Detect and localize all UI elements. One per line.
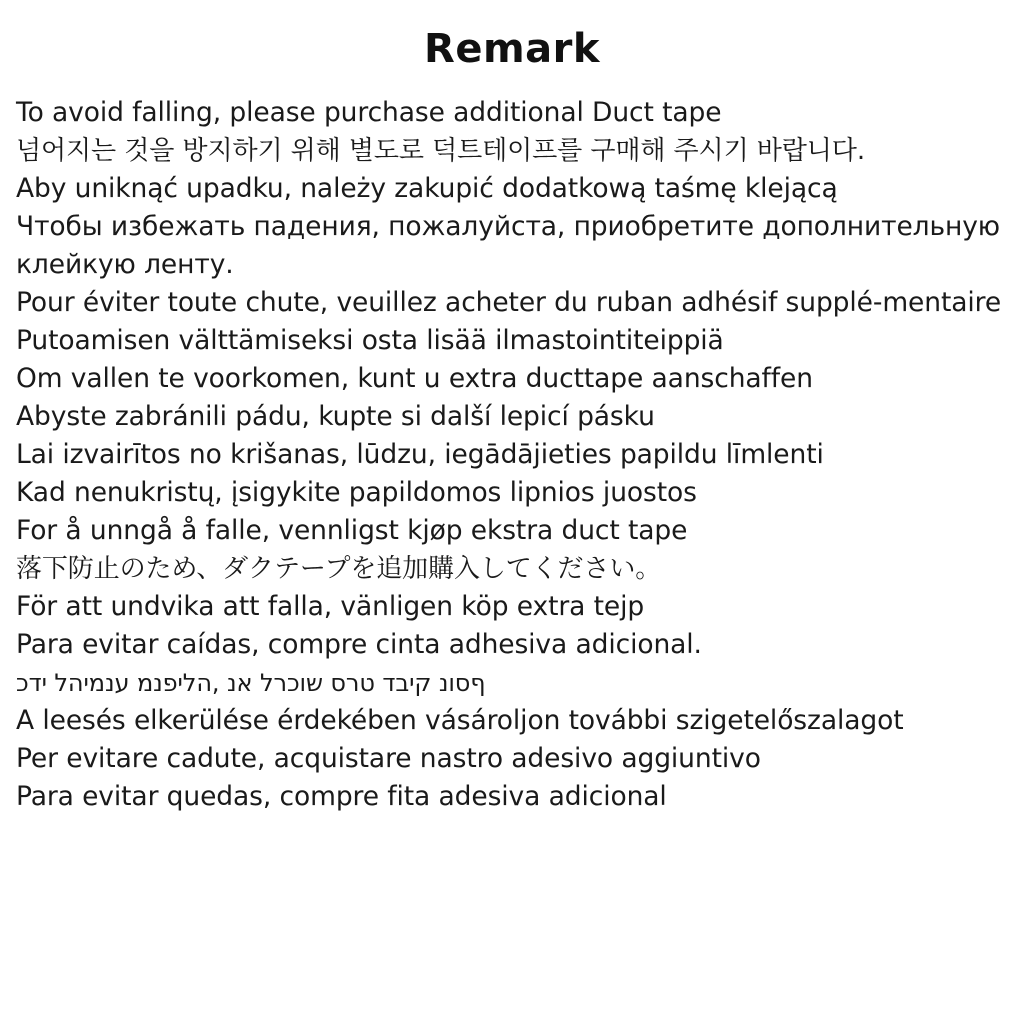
list-item: Para evitar caídas, compre cinta adhesiva adicional.: [16, 629, 702, 660]
list-item: Para evitar quedas, compre fita adesiva adicional: [16, 781, 667, 812]
list-item: Abyste zabránili pádu, kupte si další lepicí pásku: [16, 401, 655, 432]
list-item: Kad nenukristų, įsigykite papildomos lipnios juostos: [16, 477, 697, 508]
list-item: Aby uniknąć upadku, należy zakupić dodatkową taśmę klejącą: [16, 173, 838, 204]
list-item: Putoamisen välttämiseksi osta lisää ilmastointiteippiä: [16, 325, 724, 356]
list-item: Pour éviter toute chute, veuillez acheter du ruban adhésif supplé-mentaire: [16, 287, 1002, 318]
list-item: 넘어지는 것을 방지하기 위해 별도로 덕트테이프를 구매해 주시기 바랍니다.: [16, 136, 865, 166]
list-item: A leesés elkerülése érdekében vásároljon további szigetelőszalagot: [16, 705, 904, 736]
list-item: To avoid falling, please purchase additional Duct tape: [16, 97, 722, 128]
list-item: ףסונ קיבד טרס שוכרל אנ ,הליפנמ ענמיהל ידכ: [16, 669, 486, 697]
list-item: Per evitare cadute, acquistare nastro adesivo aggiuntivo: [16, 743, 761, 774]
list-item: Чтобы избежать падения, пожалуйста, приобретите дополнительную клейкую ленту.: [16, 211, 1009, 280]
list-item: Lai izvairītos no krišanas, lūdzu, iegādājieties papildu līmlenti: [16, 439, 824, 470]
list-item: För att undvika att falla, vänligen köp extra tejp: [16, 591, 645, 622]
page-title: Remark: [424, 26, 600, 72]
list-item: Om vallen te voorkomen, kunt u extra ducttape aanschaffen: [16, 363, 813, 394]
list-item: For å unngå å falle, vennligst kjøp ekstra duct tape: [16, 515, 688, 546]
list-item: 落下防止のため、ダクテープを追加購入してください。: [16, 554, 662, 584]
translation-list: [16, 94, 1008, 816]
